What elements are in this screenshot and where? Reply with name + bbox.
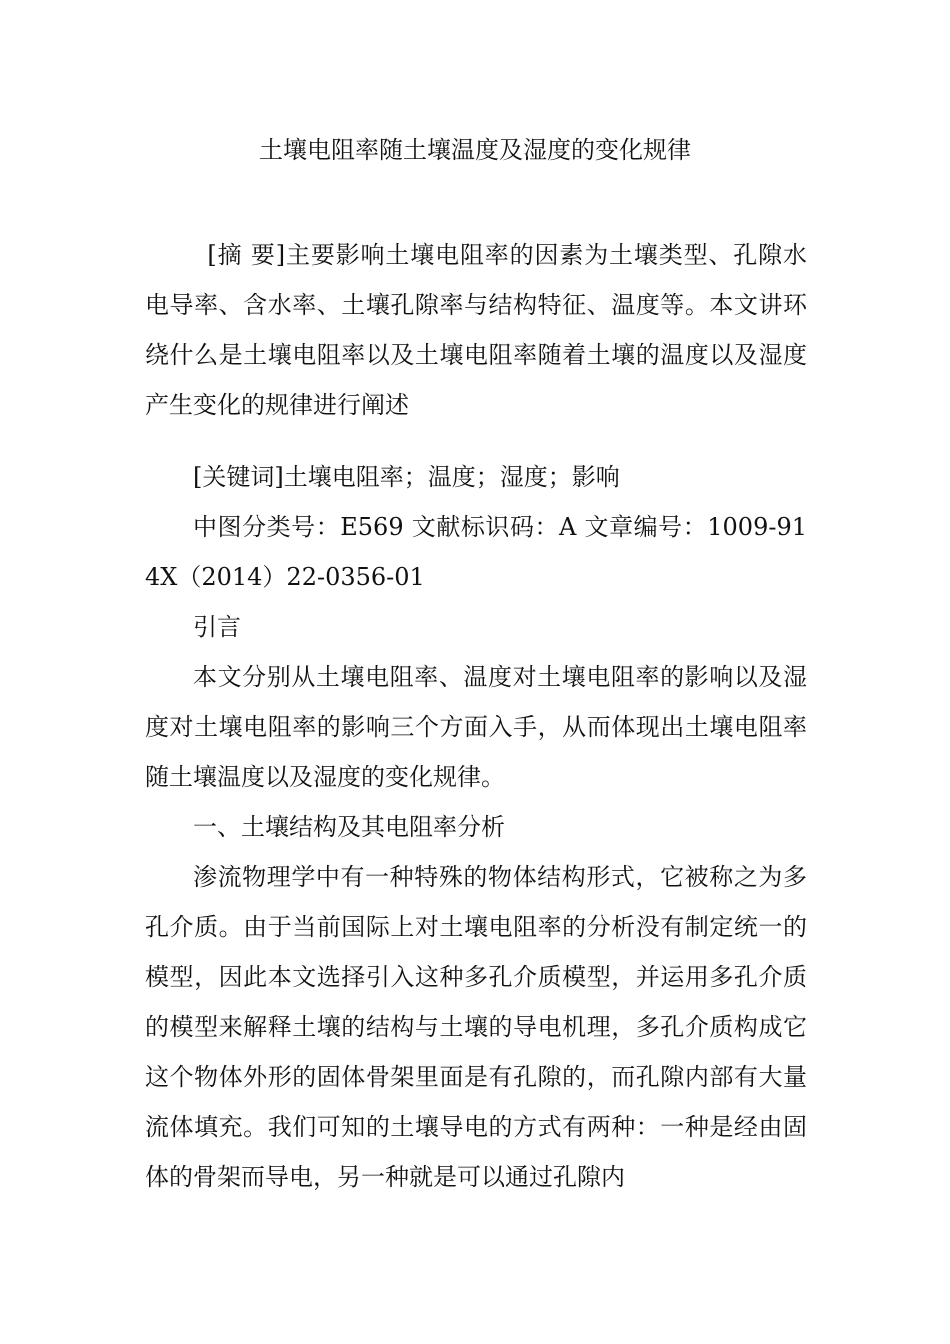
paper-title: 土壤电阻率随土壤温度及湿度的变化规律 [259,136,691,164]
intro-paragraph: 本文分别从土壤电阻率、温度对土壤电阻率的影响以及湿度对土壤电阻率的影响三个方面入手，从而体现出土壤电阻率随土壤温度以及湿度的变化规律。 [145,663,807,791]
intro-heading: 引言 [193,613,241,641]
keywords-line: [关键词]土壤电阻率；温度；湿度；影响 [193,463,620,491]
section-1-paragraph: 渗流物理学中有一种特殊的物体结构形式，它被称之为多孔介质。由于当前国际上对土壤电阻率的分析没有制定统一的模型，因此本文选择引入这种多孔介质模型，并运用多孔介质的模型来解释土壤的结构与土壤的导电机理，多孔介质构成它这个物体外形的固体骨架里面是有孔隙的，而孔隙内部有大量流体填充。我们可知的土壤导电的方式有两种：一种是经由固体的骨架而导电，另一种就是可以通过孔隙内 [145,863,807,1191]
section-1-heading: 一、土壤结构及其电阻率分析 [193,813,505,841]
abstract-paragraph: [摘 要]主要影响土壤电阻率的因素为土壤类型、孔隙水电导率、含水率、土壤孔隙率与结构特征、温度等。本文讲环绕什么是土壤电阻率以及土壤电阻率随着土壤的温度以及湿度产生变化的规律进行阐述 [145,241,807,419]
classification-line: 中图分类号：E569 文献标识码：A 文章编号：1009-914X（2014）22-0356-01 [145,513,807,591]
paper-body [145,230,807,1202]
